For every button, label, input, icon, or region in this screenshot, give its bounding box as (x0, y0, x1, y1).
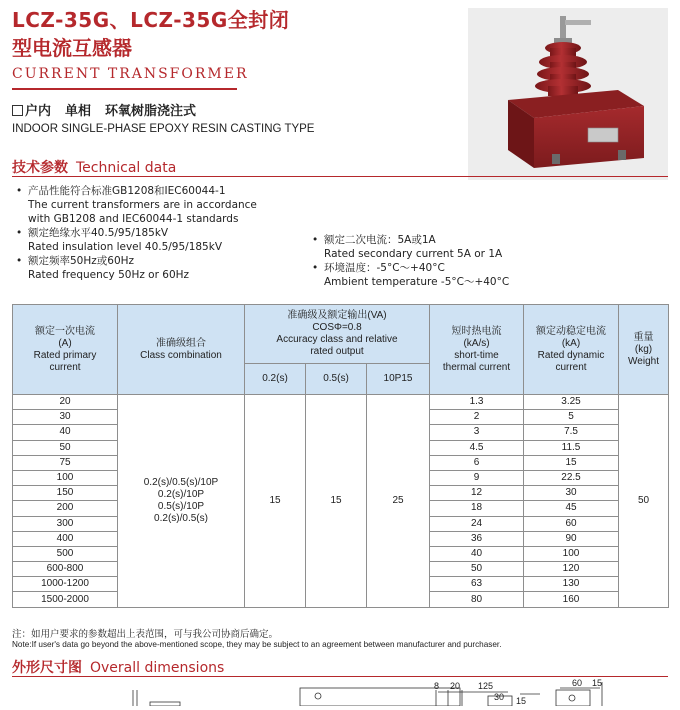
dimensions-title-cn: 外形尺寸图 (12, 660, 82, 676)
cell-primary-current: 1500-2000 (13, 592, 118, 607)
header-primary-current: 额定一次电流 (A) Rated primary current (13, 305, 118, 395)
cell-short-time-current: 63 (430, 577, 524, 592)
page-title-en: CURRENT TRANSFORMER (12, 66, 249, 82)
class-combination-item: 0.2(s)/0.5(s)/10P (143, 476, 219, 488)
spec-table (12, 304, 669, 608)
cell-short-time-current: 80 (430, 592, 524, 607)
header-acc-10p15: 10P15 (367, 364, 430, 395)
cell-primary-current: 30 (13, 410, 118, 425)
type-indoor: 户内 (25, 104, 52, 119)
note-en: Note:If user's data go beyond the above-mentioned scope, they may be subject to an agreement between manufacturer and purchaser. (12, 640, 502, 649)
type-epoxy: 环氧树脂浇注式 (105, 104, 197, 119)
dimensions-section-title (12, 657, 224, 677)
dim-label-8: 8 (434, 681, 440, 691)
cell-short-time-current: 12 (430, 486, 524, 501)
dim-label-15a: 15 (516, 696, 527, 706)
cell-short-time-current: 4.5 (430, 440, 524, 455)
type-cn (12, 100, 196, 119)
cell-dynamic-current: 60 (524, 516, 619, 531)
page-title-line2: 型电流互感器 (12, 36, 132, 60)
dimension-drawing-svg (0, 676, 680, 706)
dimension-drawing (0, 676, 680, 706)
title-divider (12, 88, 237, 90)
cell-short-time-current: 50 (430, 562, 524, 577)
cell-primary-current: 1000-1200 (13, 577, 118, 592)
cell-dynamic-current: 120 (524, 562, 619, 577)
cell-dynamic-current: 5 (524, 410, 619, 425)
dim-label-125: 125 (478, 681, 494, 691)
header-short-time-current: 短时热电流 (kA/s) short-time thermal current (430, 305, 524, 395)
cell-primary-current: 150 (13, 486, 118, 501)
cell-dynamic-current: 160 (524, 592, 619, 607)
current-transformer-image (468, 8, 668, 180)
cell-dynamic-current: 130 (524, 577, 619, 592)
cell-primary-current: 50 (13, 440, 118, 455)
product-photo (468, 8, 668, 180)
spec-secondary-current: • 额定二次电流：5A或1A (312, 234, 436, 246)
type-en: INDOOR SINGLE-PHASE EPOXY RESIN CASTING TYPE (12, 123, 315, 135)
cell-primary-current: 300 (13, 516, 118, 531)
cell-short-time-current: 18 (430, 501, 524, 516)
dim-label-15b: 15 (592, 678, 603, 688)
cell-short-time-current: 3 (430, 425, 524, 440)
technical-title-cn: 技术参数 (12, 160, 68, 176)
spec-standard-en-1: The current transformers are in accordance (28, 199, 257, 211)
dim-label-30: 30 (494, 692, 505, 702)
cell-short-time-current: 2 (430, 410, 524, 425)
cell-weight: 50 (619, 395, 669, 608)
spec-frequency: • 额定频率50Hz或60Hz (16, 255, 135, 267)
cell-primary-current: 20 (13, 395, 118, 410)
cell-primary-current: 75 (13, 455, 118, 470)
page-title-line1: LCZ-35G、LCZ-35G全封闭 (12, 8, 290, 32)
dimensions-title-en: Overall dimensions (90, 660, 225, 676)
header-accuracy-output: 准确级及额定输出(VA) COSΦ=0.8 Accuracy class and relative rated output (245, 305, 430, 364)
cell-dynamic-current: 7.5 (524, 425, 619, 440)
cell-primary-current: 500 (13, 546, 118, 561)
dim-label-60: 60 (572, 678, 583, 688)
cell-dynamic-current: 3.25 (524, 395, 619, 410)
spec-insulation: • 额定绝缘水平40.5/95/185kV (16, 227, 169, 239)
cell-short-time-current: 6 (430, 455, 524, 470)
class-combination-item: 0.2(s)/10P (157, 488, 205, 500)
cell-dynamic-current: 45 (524, 501, 619, 516)
header-class-combination: 准确级组合 Class combination (118, 305, 245, 395)
spec-standard: • 产品性能符合标准GB1208和IEC60044-1 (16, 185, 226, 197)
technical-section-title (12, 157, 176, 177)
spec-right-column (312, 233, 509, 289)
cell-dynamic-current: 22.5 (524, 470, 619, 485)
technical-title-en: Technical data (76, 160, 177, 176)
cell-primary-current: 400 (13, 531, 118, 546)
spec-left-column (16, 184, 257, 282)
spec-ambient-en: Ambient temperature -5°C～+40°C (324, 276, 510, 288)
dim-label-20: 20 (450, 681, 461, 691)
cell-dynamic-current: 100 (524, 546, 619, 561)
cell-class-combination (118, 395, 245, 608)
class-combination-item: 0.2(s)/0.5(s) (154, 512, 208, 524)
cell-dynamic-current: 15 (524, 455, 619, 470)
spec-standard-en-2: with GB1208 and IEC60044-1 standards (28, 213, 239, 225)
cell-primary-current: 600-800 (13, 562, 118, 577)
spec-ambient: • 环境温度：-5°C～+40°C (312, 262, 445, 274)
spec-secondary-current-en: Rated secondary current 5A or 1A (324, 248, 503, 260)
header-acc-02: 0.2(s) (245, 364, 306, 395)
header-dynamic-current: 额定动稳定电流 (kA) Rated dynamic current (524, 305, 619, 395)
header-acc-05: 0.5(s) (306, 364, 367, 395)
cell-short-time-current: 40 (430, 546, 524, 561)
technical-divider (12, 176, 668, 177)
note-cn: 注：如用户要求的参数超出上表范围，可与我公司协商后确定。 (12, 629, 279, 640)
class-combination-item: 0.5(s)/10P (157, 500, 205, 512)
cell-output-02: 15 (245, 395, 306, 608)
cell-short-time-current: 1.3 (430, 395, 524, 410)
header-weight: 重量 (kg) Weight (619, 305, 669, 395)
cell-dynamic-current: 30 (524, 486, 619, 501)
spec-insulation-en: Rated insulation level 40.5/95/185kV (28, 241, 223, 253)
cell-short-time-current: 36 (430, 531, 524, 546)
cell-output-05: 15 (306, 395, 367, 608)
type-single-phase: 单相 (65, 104, 92, 119)
cell-short-time-current: 24 (430, 516, 524, 531)
checkbox-square-icon (12, 105, 23, 116)
cell-primary-current: 100 (13, 470, 118, 485)
cell-primary-current: 200 (13, 501, 118, 516)
cell-dynamic-current: 90 (524, 531, 619, 546)
spec-frequency-en: Rated frequency 50Hz or 60Hz (28, 269, 190, 281)
cell-primary-current: 40 (13, 425, 118, 440)
cell-output-10p15: 25 (367, 395, 430, 608)
cell-short-time-current: 9 (430, 470, 524, 485)
table-row (13, 395, 669, 410)
cell-dynamic-current: 11.5 (524, 440, 619, 455)
